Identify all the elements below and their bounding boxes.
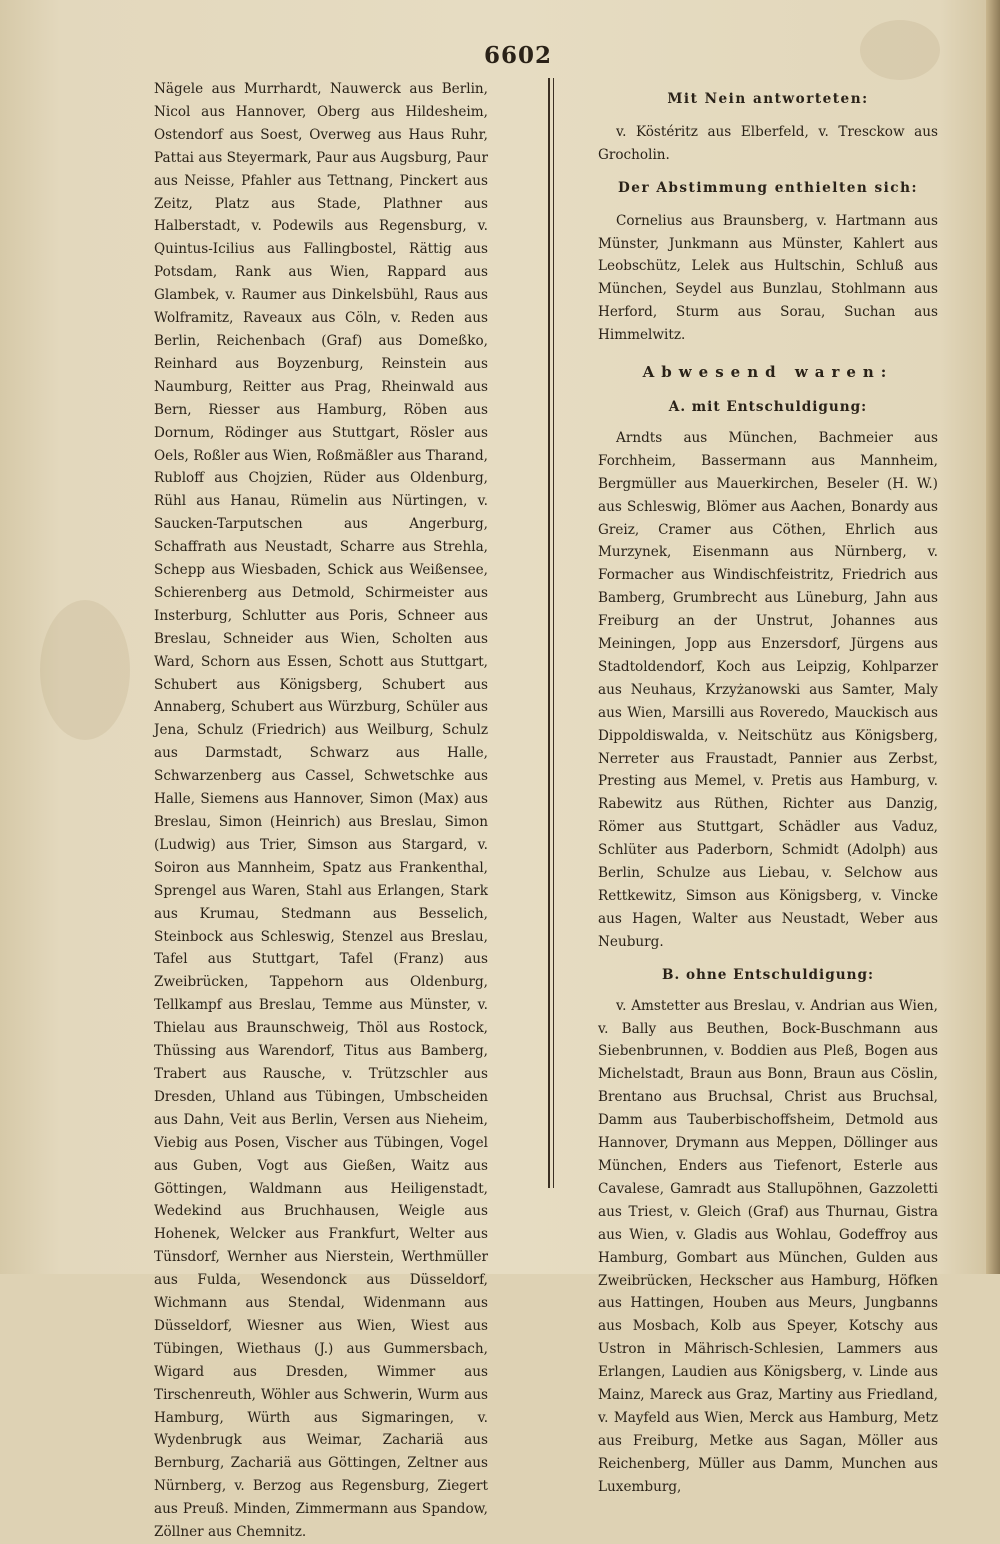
heading-abwesend: Abwesend waren: [642, 363, 894, 382]
subheading-mit-entschuldigung: A. mit Entschuldigung: [668, 398, 868, 415]
left-column [154, 78, 488, 1544]
mit-entschuldigung-list: Arndts aus München, Bachmeier aus Forchheim, Bassermann aus Mannheim, Bergmüller aus Mauerkirchen, Beseler (H. W.) aus Schleswig, Blömer aus Aachen, Bonardy aus Greiz, Cramer aus Cöthen, Ehrlich aus Murzynek, Eisenmann aus Nürnberg, v. Formacher aus Windischfeistritz, Friedrich aus Bamberg, Grumbrecht aus Lüneburg, Jahn aus Freiburg an der Unstrut, Johannes aus Meiningen, Jopp aus Enzersdorf, Jürgens aus Stadtoldendorf, Koch aus Leipzig, Kohlparzer aus Neuhaus, Krzyżanowski aus Samter, Maly aus Wien, Marsilli aus Roveredo, Mauckisch aus Dippoldiswalda, v. Neitschütz aus Königsberg, Nerreter aus Fraustadt, Pannier aus Zerbst, Presting aus Memel, v. Pretis aus Hamburg, v. Rabewitz aus Rüthen, Richter aus Danzig, Römer aus Stuttgart, Schädler aus Vaduz, Schlüter aus Paderborn, Schmidt (Adolph) aus Berlin, Schulze aus Liebau, v. Selchow aus Rettkewitz, Simson aus Königsberg, v. Vincke aus Hagen, Walter aus Neustadt, Weber aus Neuburg. [598, 429, 938, 950]
left-column-text: Nägele aus Murrhardt, Nauwerck aus Berlin, Nicol aus Hannover, Oberg aus Hildesheim, Ostendorf aus Soest, Overweg aus Haus Ruhr, Pattai aus Steyermark, Paur aus Augsburg, Paur aus Neisse, Pfahler aus Tettnang, Pinckert aus Zeitz, Platz aus Stade, Plathner aus Halberstadt, v. Podewils aus Regensburg, v. Quintus-Icilius aus Fallingbostel, Rättig aus Potsdam, Rank aus Wien, Rappard aus Glambek, v. Raumer aus Dinkelsbühl, Raus aus Wolframitz, Raveaux aus Cöln, v. Reden aus Berlin, Reichenbach (Graf) aus Domeßko, Reinhard aus Boyzenburg, Reinstein aus Naumburg, Reitter aus Prag, Rheinwald aus Bern, Riesser aus Hamburg, Röben aus Dornum, Rödinger aus Stuttgart, Rösler aus Oels, Roßler aus Wien, Roßmäßler aus Tharand, Rubloff aus Chojzien, Rüder aus Oldenburg, Rühl aus Hanau, Rümelin aus Nürtingen, v. Saucken-Tarputschen aus Angerburg, Schaffrath aus Neustadt, Scharre aus Strehla, Schepp aus Wiesbaden, Schick aus Weißensee, Schierenberg aus Detmold, Schirmeister aus Insterburg, Schlutter aus Poris, Schneer aus Breslau, Schneider aus Wien, Scholten aus Ward, Schorn aus Essen, Schott aus Stuttgart, Schubert aus Königsberg, Schubert aus Annaberg, Schubert aus Würzburg, Schüler aus Jena, Schulz (Friedrich) aus Weilburg, Schulz aus Darmstadt, Schwarz aus Halle, Schwarzenberg aus Cassel, Schwetschke aus Halle, Siemens aus Hannover, Simon (Max) aus Breslau, Simon (Heinrich) aus Breslau, Simon (Ludwig) aus Trier, Simson aus Stargard, v. Soiron aus Mannheim, Spatz aus Frankenthal, Sprengel aus Waren, Stahl aus Erlangen, Stark aus Krumau, Stedmann aus Besselich, Steinbock aus Schleswig, Stenzel aus Breslau, Tafel aus Stuttgart, Tafel (Franz) aus Zweibrücken, Tappehorn aus Oldenburg, Tellkampf aus Breslau, Temme aus Münster, v. Thielau aus Braunschweig, Thöl aus Rostock, Thüssing aus Warendorf, Titus aus Bamberg, Trabert aus Rausche, v. Trützschler aus Dresden, Uhland aus Tübingen, Umbscheiden aus Dahn, Veit aus Berlin, Versen aus Nieheim, Viebig aus Posen, Vischer aus Tübingen, Vogel aus Guben, Vogt aus Gießen, Waitz aus Göttingen, Waldmann aus Heiligenstadt, Wedekind aus Bruchhausen, Weigle aus Hohenek, Welcker aus Frankfurt, Welter aus Tünsdorf, Wernher aus Nierstein, Werthmüller aus Fulda, Wesendonck aus Düsseldorf, Wichmann aus Stendal, Widenmann aus Düsseldorf, Wiesner aus Wien, Wiest aus Tübingen, Wiethaus (J.) aus Gummersbach, Wigard aus Dresden, Wimmer aus Tirschenreuth, Wöhler aus Schwerin, Wurm aus Hamburg, Würth aus Sigmaringen, v. Wydenbrugk aus Weimar, Zachariä aus Bernburg, Zachariä aus Göttingen, Zeltner aus Nürnberg, v. Berzog aus Regensburg, Ziegert aus Preuß. Minden, Zimmermann aus Spandow, Zöllner aus Chemnitz. [154, 81, 488, 1541]
page-edge-shadow [986, 0, 1000, 1274]
ohne-entschuldigung-list: v. Amstetter aus Breslau, v. Andrian aus Wien, v. Bally aus Beuthen, Bock-Buschmann aus Siebenbrunnen, v. Boddien aus Pleß, Bogen aus Michelstadt, Braun aus Bonn, Braun aus Cöslin, Brentano aus Bruchsal, Christ aus Bruchsal, Damm aus Tauberbischoffsheim, Detmold aus Hannover, Drymann aus Meppen, Döllinger aus München, Enders aus Tiefenort, Esterle aus Cavalese, Gamradt aus Stallupöhnen, Gazzoletti aus Triest, v. Gleich (Graf) aus Thurnau, Gistra aus Wien, v. Gladis aus Wohlau, Godeffroy aus Hamburg, Gombart aus München, Gulden aus Zweibrücken, Heckscher aus Hamburg, Höfken aus Hattingen, Houben aus Meurs, Jungbanns aus Mosbach, Kolb aus Speyer, Kotschy aus Ustron in Mährisch-Schlesien, Lammers aus Erlangen, Laudien aus Königsberg, v. Linde aus Mainz, Mareck aus Graz, Martiny aus Friedland, v. Mayfeld aus Wien, Merck aus Hamburg, Metz aus Freiburg, Metke aus Sagan, Möller aus Reichenberg, Müller aus Damm, Munchen aus Luxemburg, [598, 997, 938, 1495]
column-divider-rule [548, 78, 554, 1188]
heading-nein: Mit Nein antworteten: [667, 91, 869, 107]
subheading-ohne-entschuldigung: B. ohne Entschuldigung: [661, 966, 875, 983]
page-number: 6602 [484, 42, 553, 69]
heading-enthielten: Der Abstimmung enthielten sich: [618, 179, 918, 196]
right-column [598, 78, 938, 1499]
nein-list: v. Köstéritz aus Elberfeld, v. Tresckow aus Grocholin. [598, 123, 938, 163]
paper-stain [40, 600, 130, 740]
enthielten-list: Cornelius aus Braunsberg, v. Hartmann aus Münster, Junkmann aus Münster, Kahlert aus Leobschütz, Lelek aus Hultschin, Schluß aus München, Seydel aus Bunzlau, Stohlmann aus Herford, Sturm aus Sorau, Suchan aus Himmelwitz. [598, 212, 938, 344]
paper-stain [860, 20, 940, 80]
